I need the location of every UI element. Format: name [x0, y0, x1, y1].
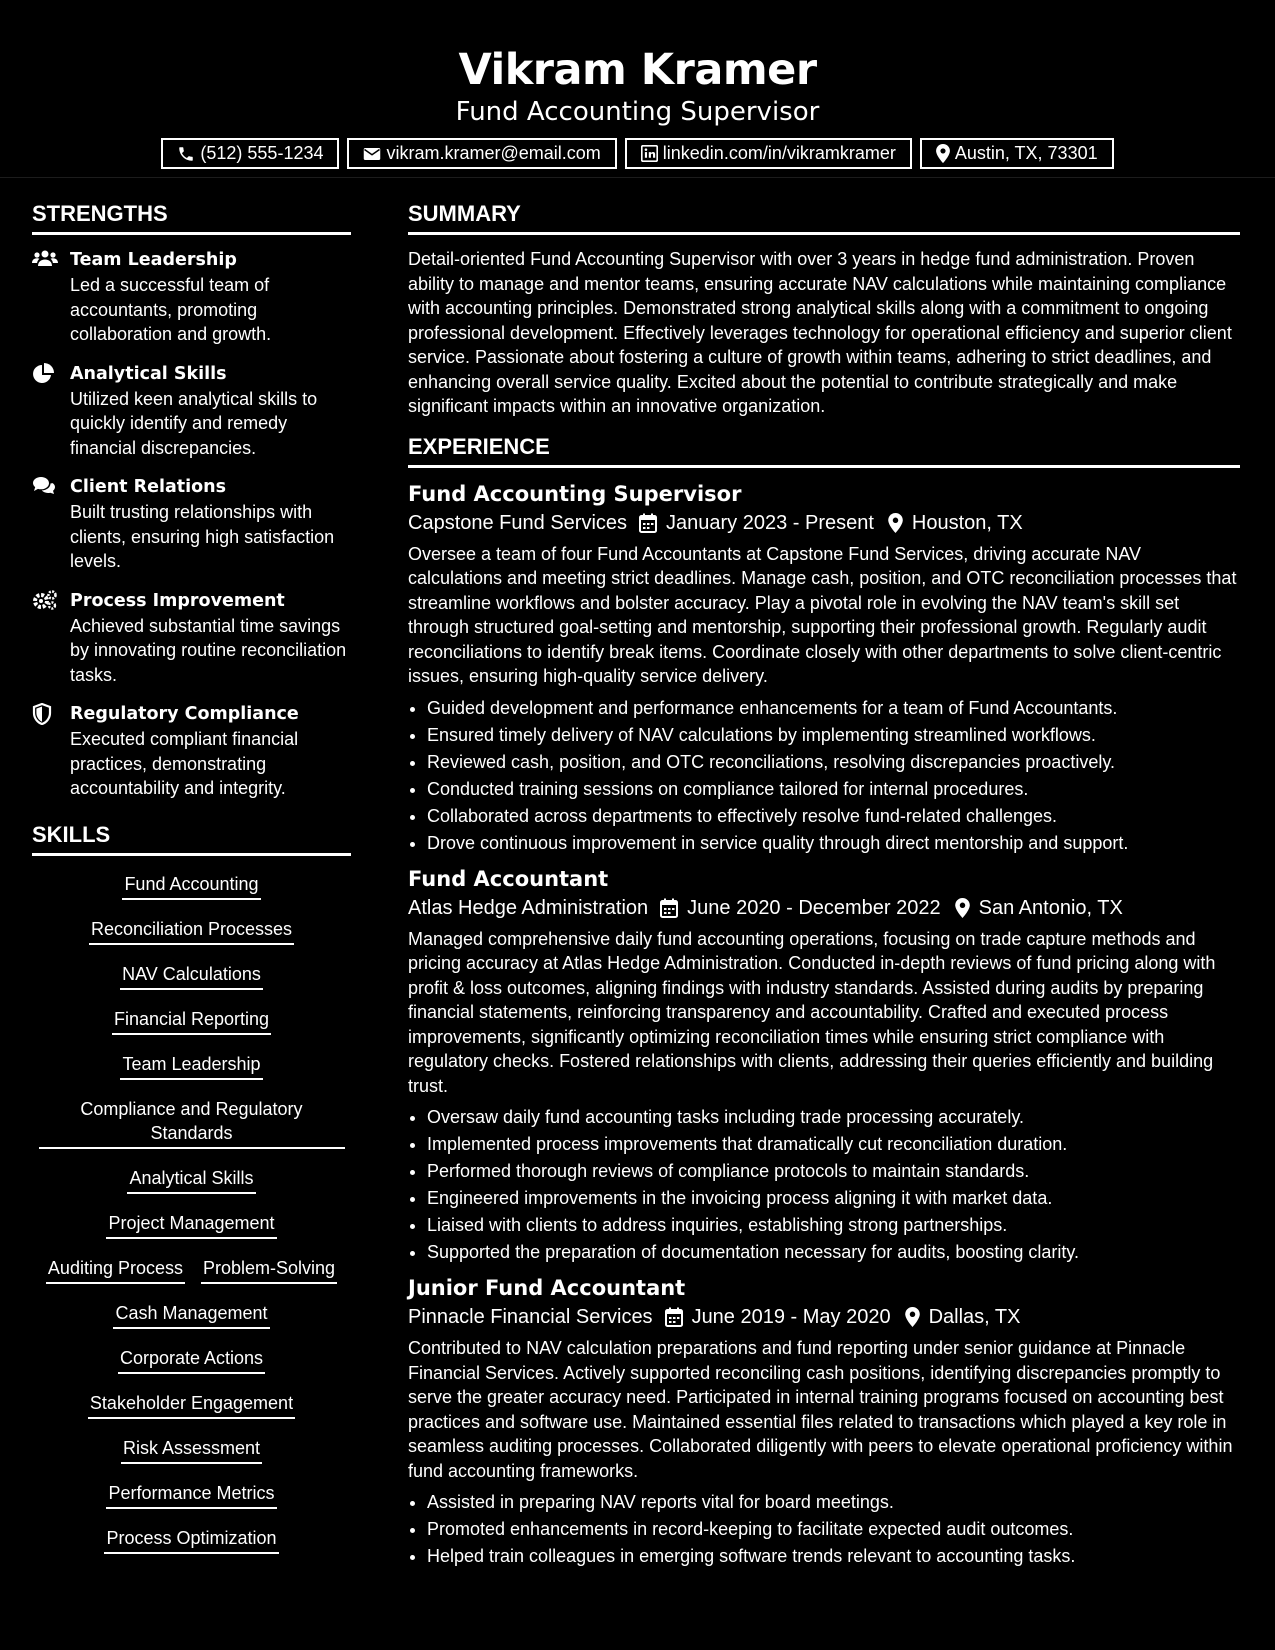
job-title: Fund Accounting Supervisor	[408, 481, 742, 506]
job-meta	[408, 1302, 1240, 1332]
phone-icon	[177, 145, 195, 163]
skill-tag: Analytical Skills	[127, 1166, 255, 1194]
skill-tag: Cash Management	[113, 1301, 269, 1329]
resume-header	[0, 0, 1275, 178]
skill-tag: Corporate Actions	[118, 1346, 265, 1374]
skill-tag: Problem-Solving	[201, 1256, 337, 1284]
skill-tag: Project Management	[106, 1211, 276, 1239]
strength-item	[32, 701, 351, 801]
right-column	[408, 200, 1240, 1578]
job-company: Pinnacle Financial Services	[408, 1306, 653, 1328]
experience-heading: EXPERIENCE	[408, 433, 1240, 468]
job-company: Atlas Hedge Administration	[408, 896, 649, 919]
strength-item	[32, 474, 351, 574]
candidate-title: Fund Accounting Supervisor	[455, 97, 820, 127]
skill-tag: Stakeholder Engagement	[88, 1391, 295, 1419]
map-marker-icon	[888, 513, 903, 533]
strength-description: Led a successful team of accountants, promoting collaboration and growth.	[70, 275, 272, 344]
pie-chart-icon	[32, 363, 54, 385]
shield-icon	[32, 703, 52, 725]
skill-tag: Auditing Process	[46, 1256, 185, 1284]
job-dates: June 2020 - December 2022	[687, 896, 941, 919]
job-bullet: • Reviewed cash, position, and OTC reconciliations, resolving discrepancies proactively.	[427, 749, 1240, 776]
job-bullet: • Implemented process improvements that dramatically cut reconciliation duration.	[427, 1131, 1240, 1158]
contact-bar	[0, 138, 1275, 169]
strength-name: Process Improvement	[70, 590, 285, 611]
skill-tag: Financial Reporting	[112, 1007, 271, 1035]
job-bullet: • Performed thorough reviews of compliance protocols to maintain standards.	[427, 1158, 1240, 1185]
job-location: Houston, TX	[911, 511, 1023, 534]
contact-linkedin[interactable]	[625, 138, 912, 169]
job-meta	[408, 508, 1240, 538]
strength-description: Achieved substantial time savings by innovating routine reconciliation tasks.	[70, 615, 347, 685]
job-bullet: • Supported the preparation of documentation necessary for audits, boosting clarity.	[427, 1239, 1240, 1266]
strength-item	[32, 247, 351, 347]
job-entry	[408, 480, 1240, 857]
job-bullet: • Helped train colleagues in emerging software trends relevant to accounting tasks.	[427, 1543, 1240, 1570]
job-bullets	[408, 1104, 1240, 1266]
map-marker-icon	[905, 1307, 920, 1327]
location-text: Austin, TX, 73301	[954, 143, 1098, 163]
contact-location[interactable]	[920, 138, 1114, 169]
linkedin-text: linkedin.com/in/vikramkramer	[662, 143, 896, 163]
job-dates: January 2023 - Present	[666, 511, 874, 534]
phone-text: (512) 555-1234	[200, 143, 324, 163]
map-marker-icon	[955, 898, 970, 918]
strength-item	[32, 588, 351, 688]
job-description: Managed comprehensive daily fund accounting operations, focusing on trade capture methods and pricing accuracy at Atlas Hedge Administration. Conducted in-depth reviews of fund pricing along with profit & loss outcomes, aligning findings with industry standards. Assisted during audits by preparing financial statements, reinforcing transparency and accountability. Crafted and executed process improvements, significantly optimizing reconciliation times while ensuring strict compliance with regulatory checks. Fostered relationships with clients, addressing their queries efficiently and building trust.	[408, 928, 1216, 1096]
skills-list	[32, 868, 351, 1554]
job-entry	[408, 1274, 1240, 1570]
envelope-icon	[363, 146, 381, 162]
summary-heading: SUMMARY	[408, 200, 1240, 235]
skill-tag: Team Leadership	[120, 1052, 262, 1080]
strength-item	[32, 361, 351, 461]
strengths-heading: STRENGTHS	[32, 200, 351, 235]
skills-heading: SKILLS	[32, 821, 351, 856]
skill-tag: NAV Calculations	[120, 962, 263, 990]
job-company: Capstone Fund Services	[408, 511, 628, 534]
job-bullet: • Ensured timely delivery of NAV calculations by implementing streamlined workflows.	[427, 722, 1240, 749]
job-title: Junior Fund Accountant	[408, 1276, 686, 1300]
job-bullet: • Engineered improvements in the invoicing process aligning it with market data.	[427, 1185, 1240, 1212]
job-description: Oversee a team of four Fund Accountants at Capstone Fund Services, driving accurate NAV calculations and meeting strict deadlines. Manage cash, position, and OTC reconciliation processes that streamline workflows and bolster accuracy. Play a pivotal role in evolving the NAV team's skill set through structured goal-setting and mentorship, supporting their professional growth. Regularly audit reconciliations to identify break items. Coordinate closely with other departments to solve client-centric issues, ensuring high-quality service delivery.	[408, 543, 1237, 686]
map-marker-icon	[936, 144, 950, 163]
job-bullet: • Guided development and performance enhancements for a team of Fund Accountants.	[427, 695, 1240, 722]
job-bullet: • Drove continuous improvement in service quality through direct mentorship and support.	[427, 830, 1240, 857]
calendar-icon	[660, 898, 678, 918]
skill-tag: Process Optimization	[104, 1526, 278, 1554]
strength-description: Utilized keen analytical skills to quickly identify and remedy financial discrepancies.	[70, 388, 318, 458]
job-location: San Antonio, TX	[978, 896, 1123, 919]
job-meta	[408, 893, 1240, 923]
job-entry	[408, 865, 1240, 1267]
job-bullet: • Collaborated across departments to effectively resolve fund-related challenges.	[427, 803, 1240, 830]
strength-name: Regulatory Compliance	[70, 704, 299, 724]
job-bullets	[408, 1489, 1240, 1570]
users-icon	[32, 249, 58, 267]
job-dates: June 2019 - May 2020	[691, 1306, 891, 1328]
contact-phone[interactable]	[161, 138, 339, 169]
skill-tag: Compliance and Regulatory Standards	[39, 1097, 345, 1149]
summary-text: Detail-oriented Fund Accounting Supervisor with over 3 years in hedge fund administration. Proven ability to manage and mentor teams, ensuring accurate NAV calculations while maintaining compliance with accounting principles. Demonstrated strong analytical skills along with a commitment to ongoing professional development. Effectively leverages technology for operational efficiency and superior client service. Passionate about fostering a culture of growth within teams, adhering to strict deadlines, and enhancing overall service quality. Excited about the potential to contribute strategically and make significant impacts within an innovative organization.	[408, 249, 1232, 416]
calendar-icon	[639, 513, 657, 533]
job-location: Dallas, TX	[928, 1306, 1021, 1328]
job-bullet: • Liaised with clients to address inquiries, establishing strong partnerships.	[427, 1212, 1240, 1239]
strength-name: Client Relations	[70, 477, 227, 497]
strength-name: Team Leadership	[70, 250, 237, 270]
contact-email[interactable]	[347, 138, 616, 169]
skill-tag: Fund Accounting	[122, 872, 260, 900]
job-description: Contributed to NAV calculation preparations and fund reporting under senior guidance at Pinnacle Financial Services. Actively supported reconciling cash positions, identifying discrepancies promptly to serve the greater accuracy need. Participated in internal training programs focused on accounting best practices and software use. Maintained essential files related to transactions which played a key role in seamless auditing processes. Collaborated diligently with peers to elevate operational proficiency within fund accounting frameworks.	[408, 1338, 1233, 1481]
linkedin-icon	[641, 145, 658, 162]
skill-tag: Performance Metrics	[106, 1481, 276, 1509]
gears-icon	[32, 590, 58, 610]
calendar-icon	[665, 1307, 683, 1327]
left-column	[32, 200, 351, 1571]
skill-tag: Risk Assessment	[121, 1436, 262, 1464]
job-bullet: • Oversaw daily fund accounting tasks including trade processing accurately.	[427, 1104, 1240, 1131]
strength-description: Built trusting relationships with clients, ensuring high satisfaction levels.	[70, 502, 335, 571]
job-bullet: • Conducted training sessions on compliance tailored for internal procedures.	[427, 776, 1240, 803]
candidate-name: Vikram Kramer	[458, 45, 817, 95]
email-text: vikram.kramer@email.com	[386, 143, 601, 163]
strength-description: Executed compliant financial practices, demonstrating accountability and integrity.	[70, 729, 299, 798]
comments-icon	[32, 476, 56, 496]
strength-name: Analytical Skills	[70, 363, 227, 384]
job-bullet: • Promoted enhancements in record-keeping to facilitate expected audit outcomes.	[427, 1516, 1240, 1543]
skill-tag: Reconciliation Processes	[89, 917, 294, 945]
job-bullets	[408, 695, 1240, 857]
job-bullet: • Assisted in preparing NAV reports vital for board meetings.	[427, 1489, 1240, 1516]
job-title: Fund Accountant	[408, 866, 609, 891]
